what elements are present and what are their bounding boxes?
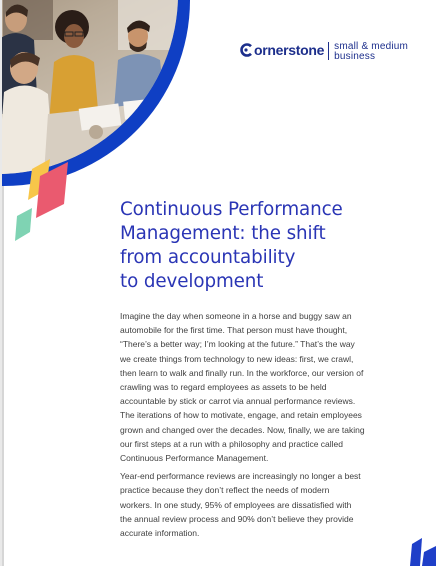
decorative-shapes [10,158,76,244]
text-line: automobile for the first time. That person must have thought, [120,325,348,336]
text-line: then learn to walk and finally run. In the workforce, our version of [120,367,364,378]
cornerstone-logo [239,40,408,62]
logo-wordmark: ornerstone [254,42,325,58]
logo-tagline-line: business [334,51,376,62]
text-line: The iterations of how to motivate, engage, and retain employees [120,410,362,421]
text-line: we create things from technology to new ideas: first, we crawl, [120,353,354,364]
logo-tagline-line: small & medium [334,41,409,52]
text-line: our first steps at a run with a philosophy and practice called [120,438,344,449]
corner-brand-shape [404,534,436,566]
logo-divider [328,42,329,60]
paragraph-intro [120,309,420,465]
text-line: practice because they don’t reflect the needs of modern [120,485,330,496]
title-line: Continuous Performance [120,199,343,220]
title-line: Management: the shift [120,223,326,244]
team-meeting-illustration [2,0,178,174]
text-line: Continuous Performance Management. [120,453,269,464]
text-line: accurate information. [120,528,200,539]
text-line: grown and changed over the decades. Now, finally, we are taking [120,424,365,435]
document-page [2,0,436,566]
logo-tagline [334,40,408,62]
cornerstone-c-logo-icon [239,43,253,57]
title-line: to development [120,271,264,292]
body-text [120,309,420,544]
title-line: from accountability [120,247,296,268]
green-parallelogram [15,208,32,241]
text-line: the annual review process and 90% don’t believe they provide [120,513,354,524]
paragraph-reviews [120,469,420,540]
text-line: Year-end performance reviews are increasingly no longer a best [120,471,361,482]
text-line: workers. In one study, 95% of employees are dissatisfied with [120,499,352,510]
document-title [120,198,420,294]
text-line: crawling was to regard employees as assets to be held [120,382,327,393]
team-meeting-photo [2,0,178,174]
text-line: Imagine the day when someone in a horse and buggy saw an [120,311,352,321]
text-line: “There’s a better way; I’m looking at the future.” That’s the way [120,339,355,350]
text-line: accountable by stick or carrot via annual performance reviews. [120,396,356,407]
